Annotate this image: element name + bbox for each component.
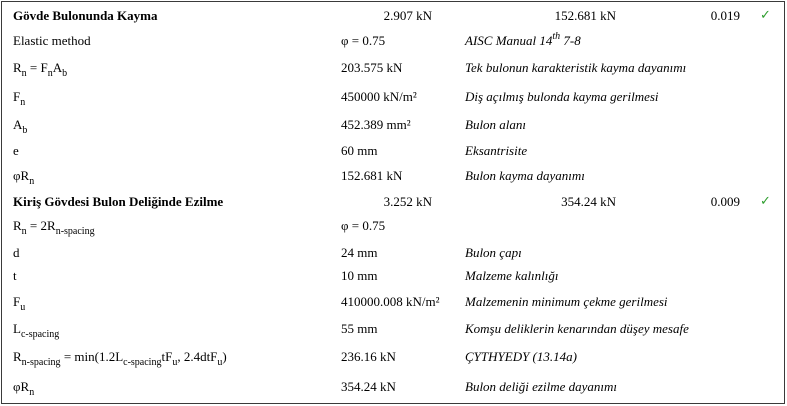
- row-label: t: [13, 268, 17, 283]
- row-label: $R_n = 2R_{n-spacing}$: [13, 218, 95, 237]
- row-value: 410000.008 kN/m²: [341, 294, 440, 309]
- row-label: e: [13, 143, 19, 158]
- row-value: 203.575 kN: [341, 60, 403, 75]
- row-value: 60 mm: [341, 143, 378, 158]
- row-label: d: [13, 245, 20, 260]
- row-description: Eksantrisite: [465, 143, 528, 158]
- row-label: $\varphi R_n$: [13, 379, 35, 398]
- row-description: Malzeme kalınlığı: [465, 268, 559, 283]
- checkmark-icon: ✓: [760, 194, 771, 209]
- section-title: Kiriş Gövdesi Bulon Deliğinde Ezilme: [13, 194, 224, 209]
- checkmark-icon: ✓: [760, 8, 771, 23]
- row-value: φ = 0.75: [341, 218, 386, 233]
- section-title: Gövde Bulonunda Kayma: [13, 8, 158, 23]
- row-value: 24 mm: [341, 245, 378, 260]
- row-value: 236.16 kN: [341, 349, 396, 364]
- row-description: Diş açılmış bulonda kayma gerilmesi: [465, 89, 659, 104]
- row-description: Komşu deliklerin kenarından düşey mesafe: [465, 321, 689, 336]
- row-label: $A_b$: [13, 117, 28, 136]
- row-description: Bulon çapı: [465, 245, 522, 260]
- demand-value: 2.907 kN: [383, 8, 432, 23]
- row-description: AISC Manual 14th 7-8: [465, 31, 581, 48]
- row-description: Bulon kayma dayanımı: [465, 168, 585, 183]
- row-value: 10 mm: [341, 268, 378, 283]
- row-label: $R_{n-spacing} = \min(1.2L_{c-spacing}tF_u$, 2.4dtF$_u$): [13, 349, 227, 368]
- demand-value: 3.252 kN: [383, 194, 432, 209]
- row-label: $L_{c-spacing}$: [13, 321, 60, 340]
- row-label: $\varphi R_n$: [13, 168, 35, 187]
- row-description: Malzemenin minimum çekme gerilmesi: [465, 294, 668, 309]
- row-value: 55 mm: [341, 321, 378, 336]
- ratio-value: 0.009: [710, 194, 740, 209]
- capacity-value: 152.681 kN: [554, 8, 616, 23]
- row-label: $F_u$: [13, 294, 26, 313]
- ratio-value: 0.019: [710, 8, 740, 23]
- capacity-value: 354.24 kN: [561, 194, 616, 209]
- row-value: 452.389 mm²: [341, 117, 411, 132]
- row-label: $F_n$: [13, 89, 26, 108]
- row-label: $R_n = F_nA_b$: [13, 60, 68, 79]
- row-label: Elastic method: [13, 33, 91, 48]
- row-description: Bulon alanı: [465, 117, 527, 132]
- row-value: 354.24 kN: [341, 379, 396, 394]
- row-description: Bulon deliği ezilme dayanımı: [465, 379, 618, 394]
- row-description: ÇYTHYEDY (13.14a): [465, 349, 577, 364]
- row-value: φ = 0.75: [341, 33, 386, 48]
- row-description: Tek bulonun karakteristik kayma dayanımı: [465, 60, 687, 75]
- row-value: 450000 kN/m²: [341, 89, 417, 104]
- row-value: 152.681 kN: [341, 168, 403, 183]
